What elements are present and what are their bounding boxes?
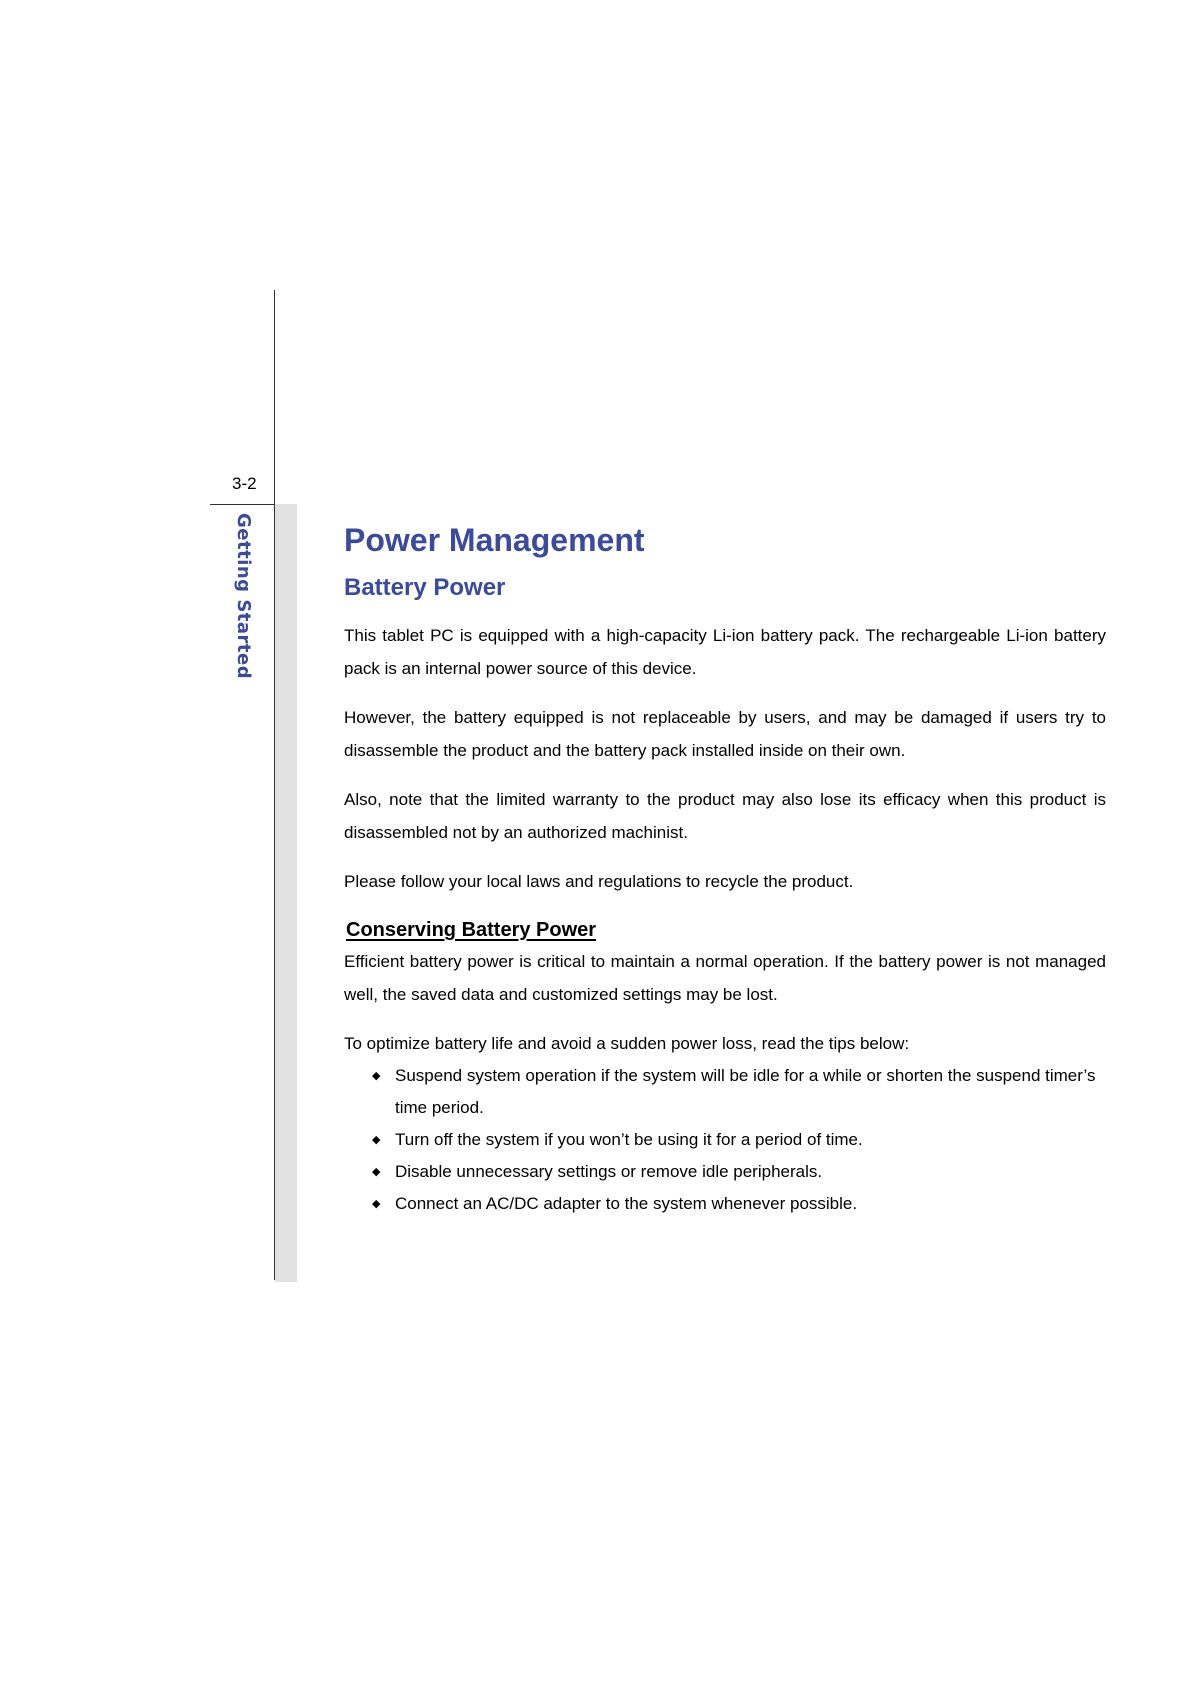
- list-item: [372, 1156, 1106, 1188]
- list-item-text: Disable unnecessary settings or remove idle peripherals.: [395, 1162, 823, 1181]
- section-title: Battery Power: [344, 574, 506, 601]
- paragraph: Also, note that the limited warranty to the product may also lose its efficacy when this product is disassembled not by an authorized machinist.: [344, 790, 1106, 842]
- margin-band: [275, 504, 297, 1282]
- tips-list: [344, 1060, 1106, 1220]
- header-divider: [210, 504, 275, 505]
- list-item-text: Suspend system operation if the system will be idle for a while or shorten the suspend timer’s time period.: [395, 1066, 1096, 1117]
- diamond-bullet-icon: ◆: [372, 1198, 381, 1210]
- page-title: Power Management: [344, 522, 645, 558]
- paragraph: Please follow your local laws and regulations to recycle the product.: [344, 872, 854, 891]
- diamond-bullet-icon: ◆: [372, 1070, 381, 1082]
- paragraph: To optimize battery life and avoid a sudden power loss, read the tips below:: [344, 1034, 910, 1053]
- list-item: [372, 1124, 1106, 1156]
- chapter-label: Getting Started: [233, 513, 254, 680]
- list-item: [372, 1060, 1106, 1124]
- page-content: [344, 520, 1106, 1220]
- page-number: 3-2: [232, 474, 257, 493]
- list-item-text: Turn off the system if you won’t be using it for a period of time.: [395, 1130, 863, 1149]
- diamond-bullet-icon: ◆: [372, 1134, 381, 1146]
- list-item: [372, 1188, 1106, 1220]
- list-item-text: Connect an AC/DC adapter to the system whenever possible.: [395, 1194, 858, 1213]
- paragraph: However, the battery equipped is not replaceable by users, and may be damaged if users try to disassemble the product and the battery pack installed inside on their own.: [344, 708, 1106, 760]
- subsection-title: Conserving Battery Power: [346, 919, 597, 941]
- diamond-bullet-icon: ◆: [372, 1166, 381, 1178]
- paragraph: This tablet PC is equipped with a high-capacity Li-ion battery pack. The rechargeable Li-ion battery pack is an internal power source of this device.: [344, 626, 1106, 678]
- paragraph: Efficient battery power is critical to maintain a normal operation. If the battery power is not managed well, the saved data and customized settings may be lost.: [344, 952, 1106, 1004]
